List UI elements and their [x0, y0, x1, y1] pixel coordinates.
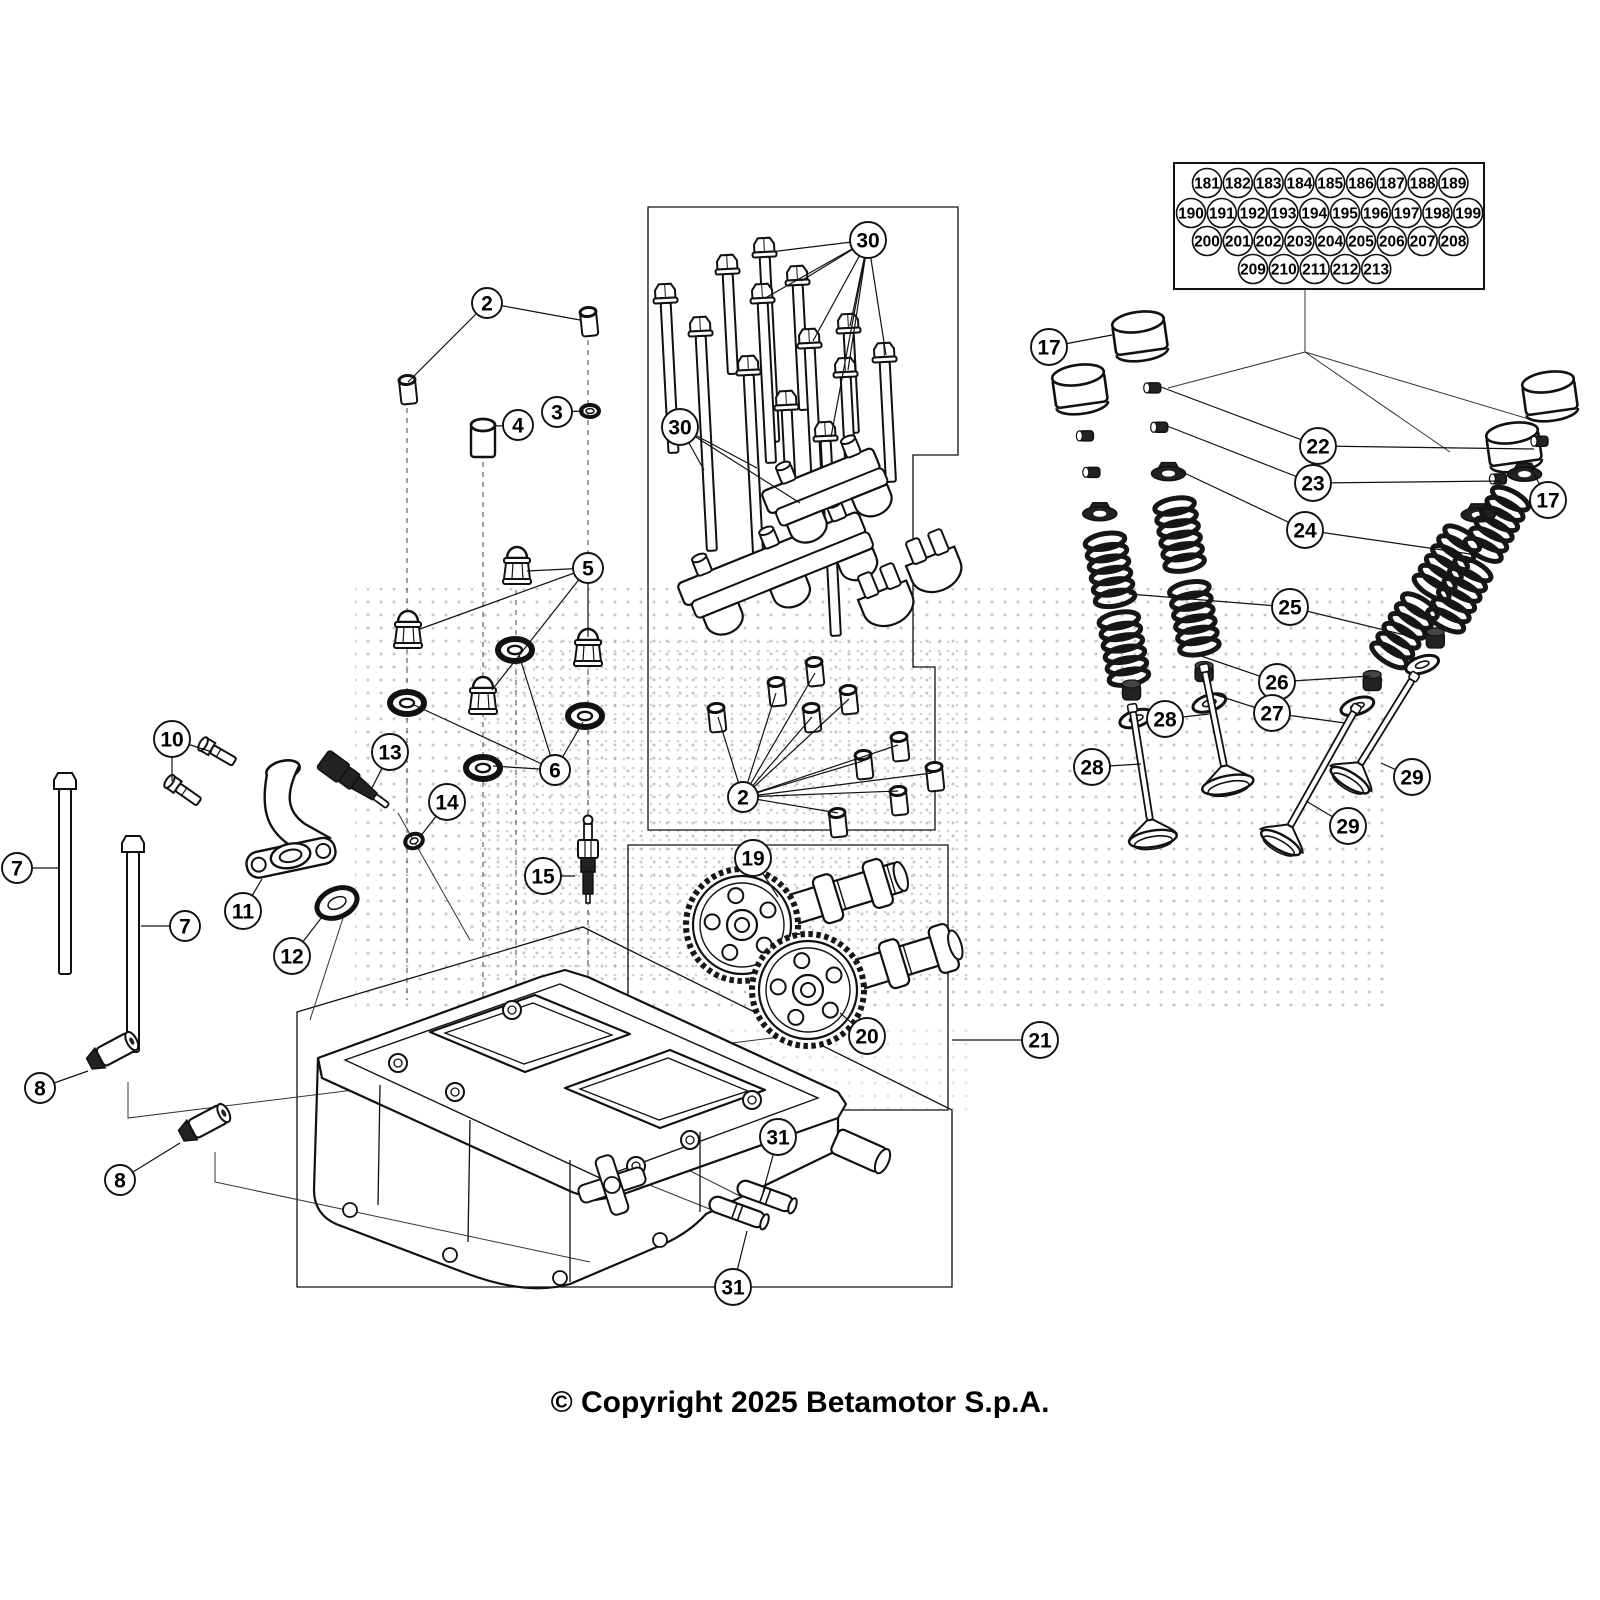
- grid-number-label: 206: [1378, 233, 1405, 251]
- callout-label: 29: [1400, 766, 1424, 790]
- grid-number-label: 181: [1194, 175, 1220, 193]
- callout-label: 13: [378, 741, 402, 765]
- grid-number-185[interactable]: [1316, 169, 1345, 198]
- pin-2a: [399, 375, 418, 405]
- grid-number-label: 208: [1440, 233, 1467, 251]
- callout-8-15[interactable]: [25, 1071, 88, 1103]
- tappet-pin-2-1: [708, 703, 727, 733]
- tappet-pin-2-2: [768, 677, 787, 707]
- grid-number-200[interactable]: [1193, 227, 1222, 256]
- valve-stack-2-cotter-1: [1083, 467, 1100, 477]
- pin-2b: [580, 307, 599, 337]
- callout-label: 12: [280, 945, 304, 969]
- grid-number-206[interactable]: [1377, 227, 1406, 256]
- grid-number-189[interactable]: [1439, 169, 1468, 198]
- callout-label: 26: [1265, 671, 1289, 695]
- grid-number-label: 197: [1393, 205, 1420, 223]
- callout-2[interactable]: [408, 288, 580, 382]
- grid-number-label: 186: [1348, 175, 1374, 193]
- callout-label: 4: [512, 414, 524, 438]
- callout-31-22[interactable]: [715, 1231, 751, 1305]
- grid-number-198[interactable]: [1423, 199, 1452, 228]
- grid-number-label: 212: [1332, 261, 1359, 279]
- callout-label: 15: [531, 865, 555, 889]
- callout-label: 5: [582, 557, 594, 581]
- callout-label: 8: [34, 1077, 46, 1101]
- grid-number-label: 195: [1332, 205, 1358, 223]
- bucket-tappet-17-2: [1051, 361, 1109, 417]
- dome-nut-5-3: [469, 677, 497, 714]
- grid-number-207[interactable]: [1408, 227, 1437, 256]
- dome-nut-5-1: [394, 611, 422, 648]
- grid-number-183[interactable]: [1254, 169, 1283, 198]
- callout-label: 25: [1278, 596, 1302, 620]
- valve-stack-4-cotter-0: [1531, 436, 1548, 446]
- callout-label: 29: [1336, 815, 1360, 839]
- stud-bolt-7a: [54, 773, 76, 974]
- flange-bolt-10a: [196, 736, 238, 769]
- grid-number-181[interactable]: [1193, 169, 1222, 198]
- plug-8b: [176, 1101, 233, 1145]
- callout-8-16[interactable]: [105, 1143, 180, 1195]
- tappet-pin-2-4: [806, 657, 825, 687]
- valve-stack-2-seal: [1123, 680, 1141, 700]
- callout-label: 31: [766, 1126, 790, 1150]
- flange-bolt-10b: [162, 773, 203, 808]
- grid-number-label: 196: [1362, 205, 1389, 223]
- grid-number-204[interactable]: [1316, 227, 1345, 256]
- callout-label: 21: [1028, 1029, 1052, 1053]
- grid-number-label: 211: [1302, 261, 1328, 279]
- tappet-pin-2-8: [926, 762, 945, 792]
- grid-number-194[interactable]: [1300, 199, 1329, 228]
- grid-number-label: 207: [1409, 233, 1436, 251]
- grid-number-label: 192: [1239, 205, 1266, 223]
- valve-stack-4-seal: [1426, 628, 1444, 648]
- valve-stack-1-cotter-0: [1144, 383, 1161, 393]
- callout-label: 17: [1536, 489, 1560, 513]
- grid-number-label: 188: [1409, 175, 1436, 193]
- valve-stack-4-spring-2: [1462, 483, 1532, 566]
- valve-stack-3-seal: [1363, 670, 1381, 690]
- grid-number-210[interactable]: [1269, 255, 1298, 284]
- grid-number-label: 187: [1378, 175, 1405, 193]
- grid-number-190[interactable]: [1177, 199, 1206, 228]
- tappet-pin-2-9: [890, 786, 909, 816]
- callout-label: 28: [1153, 708, 1177, 732]
- grid-number-label: 198: [1424, 205, 1451, 223]
- sleeve-4: [471, 419, 495, 457]
- valve-stack-1-spring-3: [1154, 495, 1206, 574]
- valve-stack-2-cotter-0: [1076, 431, 1093, 441]
- grid-number-196[interactable]: [1361, 199, 1390, 228]
- grid-number-label: 199: [1455, 205, 1482, 223]
- callout-22-25[interactable]: [1161, 387, 1534, 464]
- grid-number-184[interactable]: [1285, 169, 1314, 198]
- grid-number-label: 189: [1440, 175, 1467, 193]
- callout-31-21[interactable]: [760, 1119, 796, 1192]
- grid-number-205[interactable]: [1347, 227, 1376, 256]
- callout-label: 2: [481, 292, 493, 316]
- grid-number-label: 185: [1317, 175, 1344, 193]
- valve-stack-3-cotter-0: [1489, 474, 1506, 484]
- copyright-text: © Copyright 2025 Betamotor S.p.A.: [550, 1386, 1050, 1419]
- grid-number-192[interactable]: [1238, 199, 1267, 228]
- callout-label: 20: [855, 1025, 879, 1049]
- water-outlet-elbow-11: [244, 757, 338, 880]
- callout-label: 8: [114, 1169, 126, 1193]
- grid-number-label: 205: [1348, 233, 1374, 251]
- grid-number-191[interactable]: [1207, 199, 1236, 228]
- bucket-tappet-17-4: [1521, 368, 1579, 424]
- callout-label: 10: [160, 728, 184, 752]
- callout-label: 30: [856, 229, 880, 253]
- grid-number-202[interactable]: [1254, 227, 1283, 256]
- callout-label: 28: [1080, 756, 1104, 780]
- grid-number-label: 182: [1224, 175, 1251, 193]
- dome-nut-5-2: [503, 547, 531, 584]
- bucket-tappet-17-1: [1111, 308, 1169, 364]
- grid-number-label: 193: [1270, 205, 1297, 223]
- callout-label: 17: [1037, 336, 1061, 360]
- grid-number-188[interactable]: [1408, 169, 1437, 198]
- grid-number-label: 194: [1301, 205, 1328, 223]
- grid-number-208[interactable]: [1439, 227, 1468, 256]
- grid-number-label: 201: [1224, 233, 1251, 251]
- grid-number-label: 213: [1363, 261, 1390, 279]
- callout-label: 2: [737, 786, 749, 810]
- callout-label: 19: [741, 847, 765, 871]
- parts-grid: [1177, 169, 1483, 284]
- grid-number-195[interactable]: [1331, 199, 1360, 228]
- callout-label: 23: [1301, 472, 1325, 496]
- callout-4-2[interactable]: [496, 410, 533, 440]
- grid-number-label: 190: [1178, 205, 1204, 223]
- grid-number-209[interactable]: [1239, 255, 1268, 284]
- callout-label: 7: [179, 915, 191, 939]
- grid-number-199[interactable]: [1454, 199, 1483, 228]
- grid-number-label: 184: [1286, 175, 1313, 193]
- grid-number-label: 203: [1286, 233, 1313, 251]
- washer-6-3: [568, 705, 602, 727]
- callout-label: 22: [1306, 435, 1330, 459]
- valve-stack-1-cotter-1: [1151, 422, 1168, 432]
- washer-6-1: [498, 639, 532, 661]
- grid-number-label: 183: [1255, 175, 1282, 193]
- callout-7-10[interactable]: [2, 853, 58, 883]
- callout-label: 31: [721, 1276, 745, 1300]
- grid-number-212[interactable]: [1331, 255, 1360, 284]
- callout-12-13[interactable]: [274, 917, 322, 974]
- plug-8a: [84, 1029, 141, 1073]
- grid-number-label: 209: [1240, 261, 1266, 279]
- o-ring-12: [312, 882, 362, 925]
- callout-label: 11: [231, 900, 255, 924]
- washer-6-4: [466, 757, 500, 779]
- grid-number-203[interactable]: [1285, 227, 1314, 256]
- callout-label: 3: [551, 401, 563, 425]
- grid-number-187[interactable]: [1377, 169, 1406, 198]
- grid-number-211[interactable]: [1300, 255, 1329, 284]
- grid-number-label: 200: [1194, 233, 1220, 251]
- grid-number-201[interactable]: [1223, 227, 1252, 256]
- callout-7-11[interactable]: [141, 911, 200, 941]
- callout-11-12[interactable]: [225, 879, 262, 929]
- grid-number-182[interactable]: [1223, 169, 1252, 198]
- callout-3-1[interactable]: [542, 397, 584, 427]
- grid-number-label: 204: [1317, 233, 1344, 251]
- grid-number-label: 210: [1270, 261, 1297, 279]
- camshaft-20-gear: [752, 934, 864, 1046]
- bucket-tappet-17-3: [1485, 419, 1543, 475]
- head-bolt-30-3: [715, 254, 745, 374]
- callout-label: 7: [11, 857, 23, 881]
- valve-stack-2-retainer: [1083, 503, 1117, 521]
- grid-number-label: 191: [1208, 205, 1235, 223]
- callout-label: 14: [435, 791, 459, 815]
- grid-number-label: 202: [1255, 233, 1282, 251]
- washer-6-2: [390, 692, 424, 714]
- callout-label: 6: [549, 759, 561, 783]
- callout-label: 30: [668, 416, 692, 440]
- callout-17-23[interactable]: [1031, 329, 1112, 365]
- grid-number-197[interactable]: [1392, 199, 1421, 228]
- stud-bolt-7b: [122, 836, 144, 1052]
- grid-number-193[interactable]: [1269, 199, 1298, 228]
- grid-number-186[interactable]: [1347, 169, 1376, 198]
- callout-label: 24: [1293, 519, 1317, 543]
- grid-number-213[interactable]: [1362, 255, 1391, 284]
- callout-label: 27: [1260, 702, 1284, 726]
